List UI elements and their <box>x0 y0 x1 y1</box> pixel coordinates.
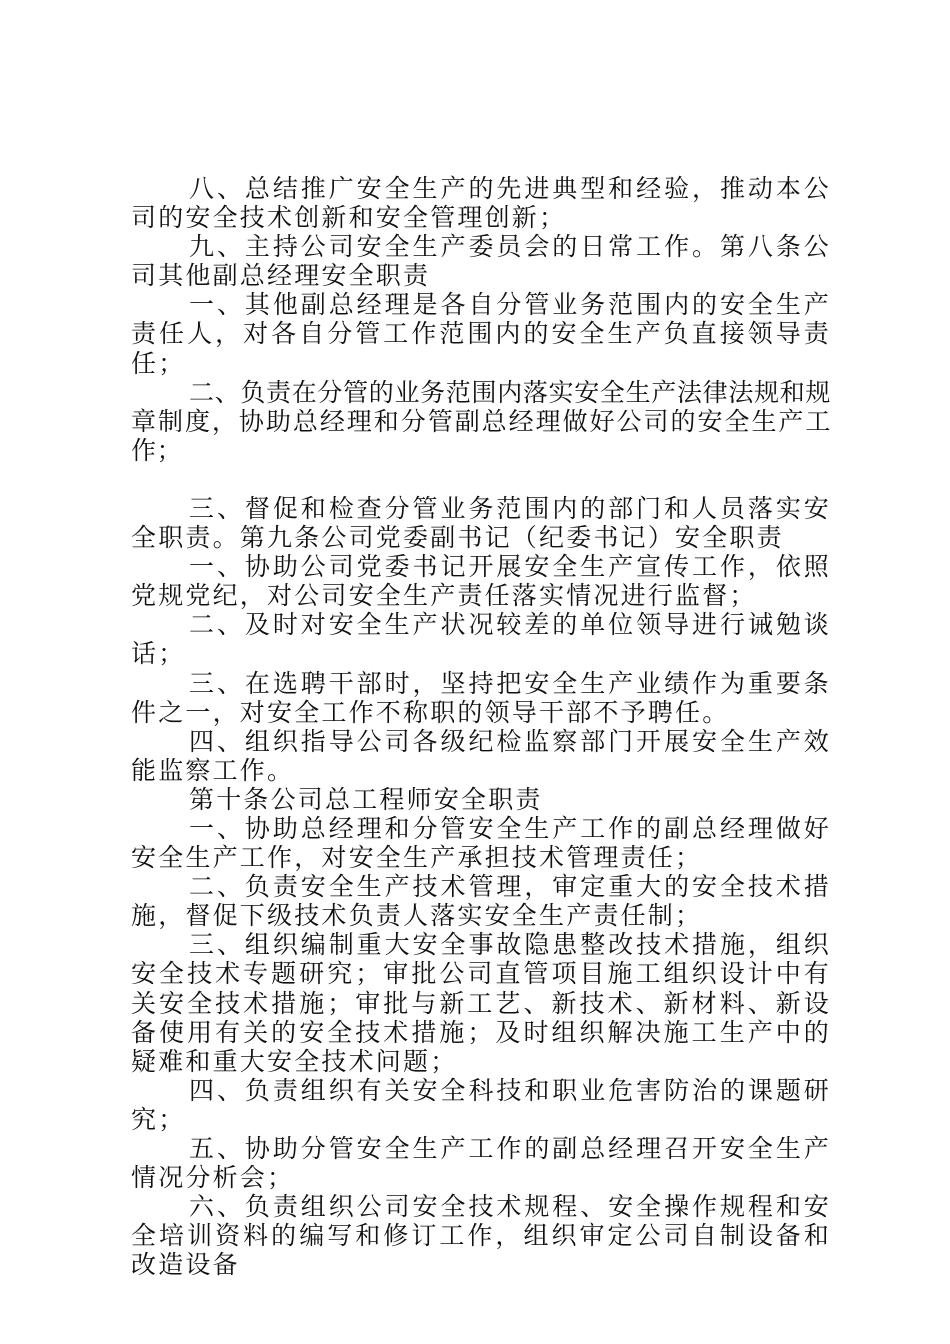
section-heading: 第十条公司总工程师安全职责 <box>189 784 543 814</box>
blank-line <box>131 465 831 494</box>
paragraph: 二、负责安全生产技术管理，审定重大的安全技术措施，督促下级技术负责人落实安全生产责任制； <box>131 872 831 931</box>
paragraph: 四、组织指导公司各级纪检监察部门开展安全生产效能监察工作。 <box>131 726 831 785</box>
paragraph: 九、主持公司安全生产委员会的日常工作。第八条公司其他副总经理安全职责 <box>131 232 831 291</box>
paragraph: 五、协助分管安全生产工作的副总经理召开安全生产情况分析会； <box>131 1134 831 1193</box>
paragraph: 八、总结推广安全生产的先进典型和经验，推动本公司的安全技术创新和安全管理创新； <box>131 174 831 233</box>
paragraph: 二、及时对安全生产状况较差的单位领导进行诫勉谈话； <box>131 610 831 669</box>
paragraph: 六、负责组织公司安全技术规程、安全操作规程和安全培训资料的编写和修订工作，组织审定公司自制设备和改造设备 <box>131 1192 831 1280</box>
paragraph: 三、在选聘干部时，坚持把安全生产业绩作为重要条件之一，对安全工作不称职的领导干部不予聘任。 <box>131 668 831 727</box>
paragraph: 一、其他副总经理是各自分管业务范围内的安全生产责任人，对各自分管工作范围内的安全生产负直接领导责任； <box>131 290 831 378</box>
document-body <box>131 174 831 1279</box>
paragraph: 三、组织编制重大安全事故隐患整改技术措施，组织安全技术专题研究；审批公司直管项目施工组织设计中有关安全技术措施；审批与新工艺、新技术、新材料、新设备使用有关的安全技术措施；及时组织解决施工生产中的疑难和重大安全技术问题； <box>131 930 831 1076</box>
paragraph: 三、督促和检查分管业务范围内的部门和人员落实安全职责。第九条公司党委副书记（纪委书记）安全职责 <box>131 493 831 553</box>
paragraph: 一、协助公司党委书记开展安全生产宣传工作，依照党规党纪，对公司安全生产责任落实情况进行监督； <box>131 552 831 611</box>
paragraph: 四、负责组织有关安全科技和职业危害防治的课题研究； <box>131 1075 831 1134</box>
paragraph: 二、负责在分管的业务范围内落实安全生产法律法规和规章制度，协助总经理和分管副总经理做好公司的安全生产工作； <box>131 377 831 465</box>
paragraph: 一、协助总经理和分管安全生产工作的副总经理做好安全生产工作，对安全生产承担技术管理责任； <box>131 813 831 873</box>
